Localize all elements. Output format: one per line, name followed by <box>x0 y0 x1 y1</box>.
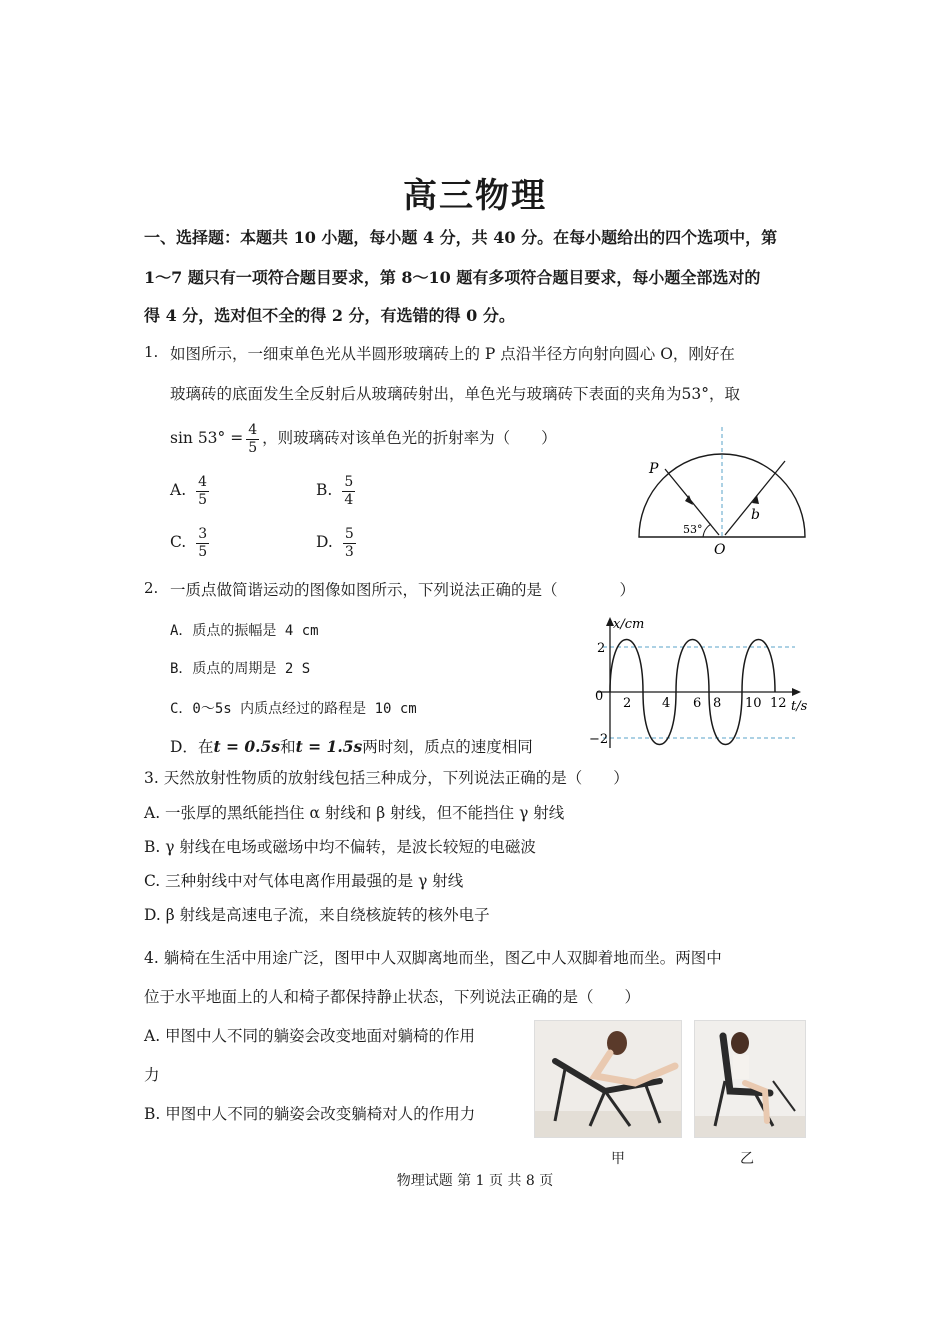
q3-option-d[interactable]: D. β 射线是高速电子流，来自绕核旋转的核外电子 <box>144 906 490 924</box>
y-axis-label: x/cm <box>613 617 645 632</box>
q1-stem-line2: 玻璃砖的底面发生全反射后从玻璃砖射出，单色光与玻璃砖下表面的夹角为53°，取 <box>170 385 740 403</box>
x-tick-10: 10 <box>745 696 762 711</box>
q1-stem-line3-rest: ，则玻璃砖对该单色光的折射率为（ ） <box>262 429 557 447</box>
photo-jia <box>534 1020 682 1138</box>
q2-option-c[interactable]: C．0～5s 内质点经过的路程是 10 cm <box>170 701 417 717</box>
x-tick-4: 4 <box>662 696 671 711</box>
q1-sin-fraction: $\frac{4}{5}$ <box>248 421 258 456</box>
q2-option-a[interactable]: A．质点的振幅是 4 cm <box>170 623 319 639</box>
q3-option-b[interactable]: B. γ 射线在电场或磁场中均不偏转，是波长较短的电磁波 <box>144 838 536 856</box>
q1-option-b[interactable]: B. $\frac{5}{4}$ <box>316 473 354 508</box>
x-axis-label: t/s <box>791 699 808 714</box>
y-tick-2: 2 <box>597 641 606 656</box>
q1-number: 1. <box>144 343 159 361</box>
q4-option-b[interactable]: B. 甲图中人不同的躺姿会改变躺椅对人的作用力 <box>144 1105 476 1123</box>
q1-option-c[interactable]: C. $\frac{3}{5}$ <box>170 525 208 560</box>
y-tick-neg2: −2 <box>589 732 609 747</box>
page-footer: 物理试题 第 1 页 共 8 页 <box>396 1173 554 1189</box>
x-tick-12: 12 <box>770 696 787 711</box>
q4-option-a-line1[interactable]: A. 甲图中人不同的躺姿会改变地面对躺椅的作用 <box>144 1027 476 1045</box>
reflected-ray <box>725 461 785 535</box>
q1-option-d[interactable]: D. $\frac{5}{3}$ <box>316 525 354 560</box>
q2-stem: 一质点做简谐运动的图像如图所示，下列说法正确的是（ ） <box>170 581 636 599</box>
reclining-chair-yi-icon <box>695 1021 805 1137</box>
x-tick-2: 2 <box>623 696 632 711</box>
photo-yi <box>694 1020 806 1138</box>
q4-option-a-line2[interactable]: 力 <box>144 1066 160 1084</box>
x-axis-arrow-icon <box>792 688 801 696</box>
x-tick-8: 8 <box>713 696 722 711</box>
label-o: O <box>714 542 726 558</box>
label-p: P <box>649 461 659 477</box>
q1-stem-line1: 如图所示，一细束单色光从半圆形玻璃砖上的 P 点沿半径方向射向圆心 O，刚好在 <box>170 345 735 363</box>
q3-option-c[interactable]: C. 三种射线中对气体电离作用最强的是 γ 射线 <box>144 872 464 890</box>
section-instructions-line1: 一、选择题：本题共 10 小题，每小题 4 分，共 40 分。在每小题给出的四个选项中，第 <box>144 228 778 247</box>
caption-jia: 甲 <box>611 1151 625 1167</box>
x-tick-6: 6 <box>693 696 702 711</box>
section-instructions-line3: 得 4 分，选对但不全的得 2 分，有选错的得 0 分。 <box>144 306 515 325</box>
q1-sin-prefix: sin 53° = <box>170 429 244 447</box>
q1-semicircle-figure <box>625 425 825 560</box>
page-title: 高三物理 <box>403 176 547 216</box>
label-angle: 53° <box>683 523 703 536</box>
q4-stem-line1: 4. 躺椅在生活中用途广泛，图甲中人双脚离地而坐，图乙中人双脚着地而坐。两图中 <box>144 949 722 967</box>
incident-arrow-icon <box>685 495 693 505</box>
origin-label: 0 <box>595 689 604 704</box>
section-instructions-line2: 1～7 题只有一项符合题目要求，第 8～10 题有多项符合题目要求，每小题全部选对的 <box>144 268 761 287</box>
q2-option-d[interactable]: D．在t = 0.5s和t = 1.5s两时刻，质点的速度相同 <box>170 737 533 756</box>
angle-arc <box>703 524 711 537</box>
q2-number: 2. <box>144 579 159 597</box>
q2-option-b[interactable]: B．质点的周期是 2 S <box>170 661 311 677</box>
q1-option-a[interactable]: A. $\frac{4}{5}$ <box>170 473 208 508</box>
q3-stem: 3. 天然放射性物质的放射线包括三种成分，下列说法正确的是（ ） <box>144 769 629 787</box>
reclining-chair-jia-icon <box>535 1021 681 1137</box>
q1-stem-line3 <box>170 418 557 458</box>
q4-stem-line2: 位于水平地面上的人和椅子都保持静止状态，下列说法正确的是（ ） <box>144 988 641 1006</box>
caption-yi: 乙 <box>740 1151 754 1167</box>
label-b: b <box>751 507 760 523</box>
q3-option-a[interactable]: A. 一张厚的黑纸能挡住 α 射线和 β 射线，但不能挡住 γ 射线 <box>144 804 565 822</box>
q2-oscillation-graph <box>585 612 820 752</box>
